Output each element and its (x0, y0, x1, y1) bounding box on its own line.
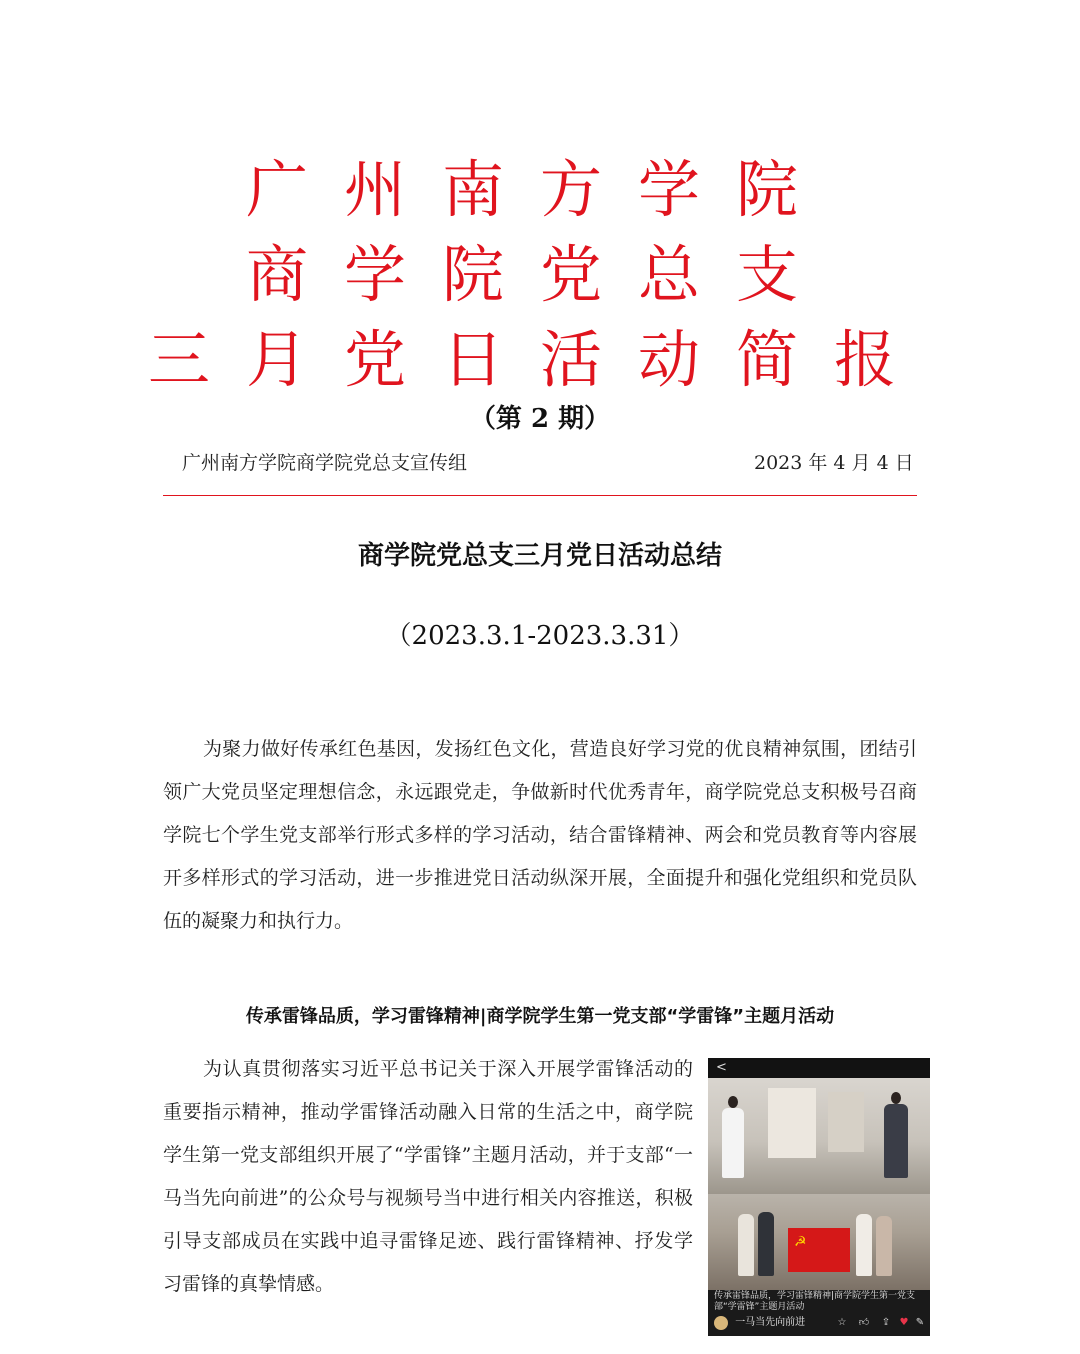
phone-top-bar (708, 1058, 930, 1078)
party-flag (788, 1228, 850, 1272)
photo-person (856, 1214, 872, 1276)
title-line-3: 三月党日活动简报 (147, 323, 932, 396)
thumb-icon[interactable]: 👍︎ (858, 1317, 870, 1328)
channel-name: 一马当先向前进 (735, 1317, 806, 1328)
section-heading: 传承雷锋品质，学习雷锋精神|商学院学生第一党支部“学雷锋”主题月活动 (245, 1006, 835, 1027)
comment-icon[interactable]: ✎ (915, 1317, 925, 1328)
photo-person-head (891, 1092, 901, 1104)
publisher: 广州南方学院商学院党总支宣传组 (182, 452, 468, 474)
photo-volunteers (708, 1078, 930, 1194)
share-icon[interactable]: ⇪ (881, 1317, 891, 1328)
photo-person (722, 1108, 744, 1178)
title-line-2: 商学院党总支 (245, 238, 834, 311)
summary-paragraph: 为聚力做好传承红色基因，发扬红色文化，营造良好学习党的优良精神氛围，团结引领广大党员坚定理想信念，永远跟党走，争做新时代优秀青年，商学院党总支积极号召商学院七个学生党支部举行形式多样的学习活动，结合雷锋精神、两会和党员教育等内容展开多样形式的学习活动，进一步推进党日活动纵深开展，全面提升和强化党组织和党员队伍的凝聚力和执行力。 (163, 738, 917, 932)
photo-person (876, 1216, 892, 1276)
heart-icon[interactable]: ♥ (899, 1317, 909, 1328)
star-icon[interactable]: ☆ (837, 1317, 847, 1328)
photo-person-head (728, 1096, 738, 1108)
photo-person (738, 1214, 754, 1276)
photo-group-flag (708, 1194, 930, 1290)
title-line-1: 广州南方学院 (245, 153, 834, 226)
summary-title: 商学院党总支三月党日活动总结 (357, 541, 722, 571)
summary-date-range: （2023.3.1-2023.3.31） (385, 621, 695, 651)
photo-wall (768, 1088, 816, 1158)
red-divider (163, 495, 917, 496)
back-icon: < (716, 1060, 727, 1075)
photo-shelf (828, 1092, 864, 1152)
section-paragraph: 为认真贯彻落实习近平总书记关于深入开展学雷锋活动的重要指示精神，推动学雷锋活动融入日常的生活之中，商学院学生第一党支部组织开展了“学雷锋”主题月活动，并于支部“一马当先向前进”的公众号与视频号当中进行相关内容推送，积极引导支部成员在实践中追寻雷锋足迹、践行雷锋精神、抒发学习雷锋的真挚情感。 (163, 1058, 693, 1295)
photo-person (884, 1104, 908, 1178)
channel-avatar (714, 1316, 728, 1330)
issue-number: （第 2 期） (469, 404, 611, 434)
party-emblem-icon: ☭ (794, 1234, 807, 1250)
photo-person (758, 1212, 774, 1276)
publish-date: 2023 年 4 月 4 日 (754, 452, 914, 474)
video-caption: 传承雷锋品质，学习雷锋精神|商学院学生第一党支部“学雷锋”主题月活动 (714, 1291, 916, 1312)
phone-bottom-bar (708, 1290, 930, 1336)
phone-screenshot (708, 1058, 930, 1336)
